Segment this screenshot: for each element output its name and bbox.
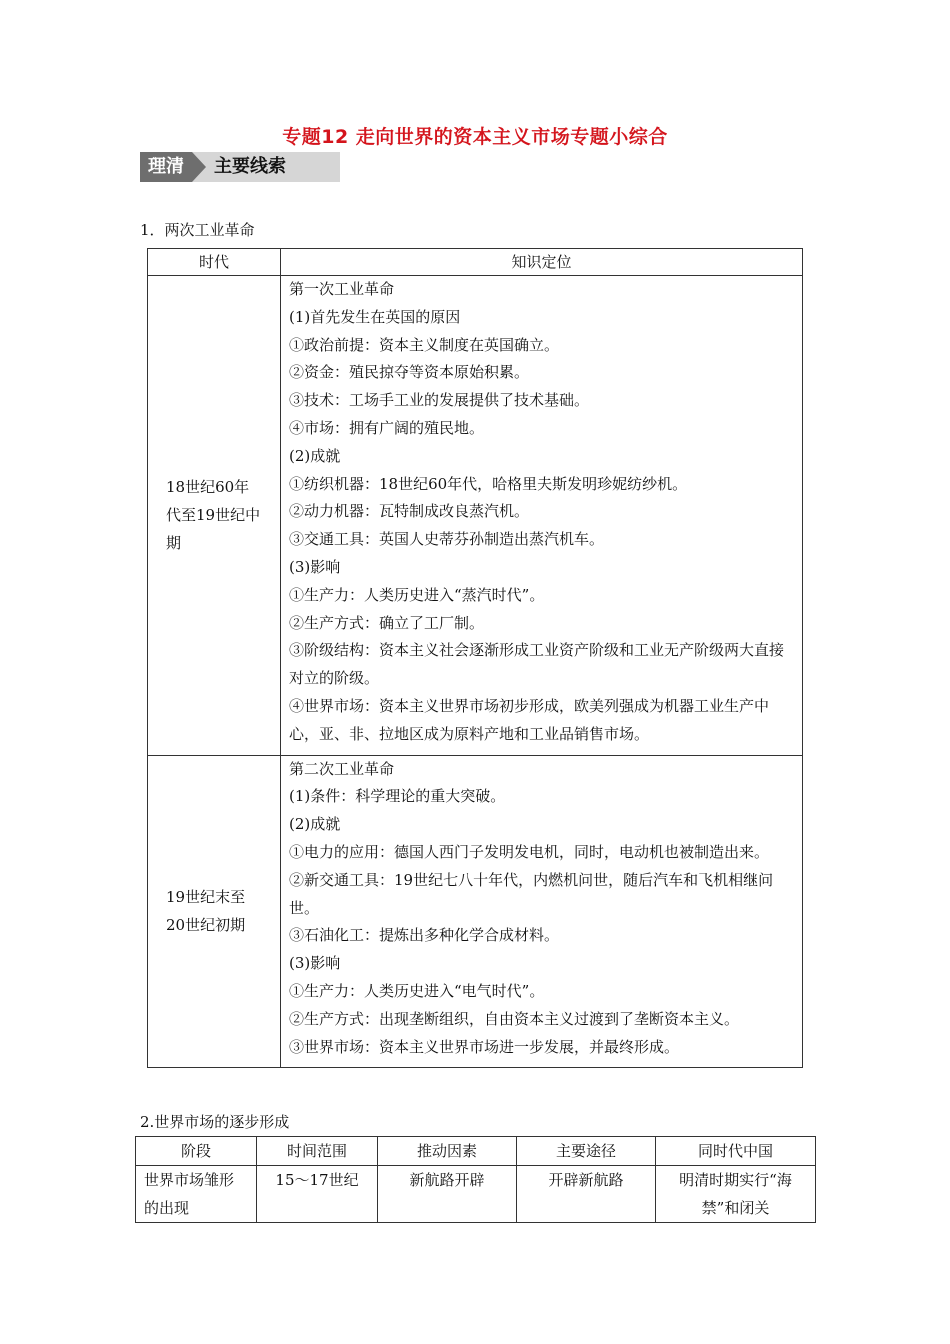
- content-line: ②资金：殖民掠夺等资本原始积累。: [289, 363, 530, 382]
- header-factor: 推动因素: [378, 1137, 517, 1166]
- content-line: ④市场：拥有广阔的殖民地。: [289, 418, 485, 437]
- content-line: ②生产方式：确立了工厂制。: [289, 613, 485, 632]
- time-cell: 15～17世纪: [257, 1166, 378, 1223]
- content-line: ③石油化工：提炼出多种化学合成材料。: [289, 926, 560, 945]
- page-title: 专题12 走向世界的资本主义市场专题小综合: [282, 126, 668, 148]
- content-line: (3)影响: [289, 954, 341, 973]
- content-line: ①政治前提：资本主义制度在英国确立。: [289, 335, 560, 354]
- table-row: [148, 276, 803, 756]
- content-line: ①生产力：人类历史进入“电气时代”。: [289, 981, 545, 1000]
- banner-tag: 理清: [140, 152, 192, 182]
- stage-cell: 世界市场雏形的出现: [136, 1166, 257, 1223]
- table-row: [148, 755, 803, 1068]
- section2-heading: 2.世界市场的逐步形成: [140, 1113, 290, 1131]
- content-line: ②生产方式：出现垄断组织，自由资本主义过渡到了垄断资本主义。: [289, 1009, 740, 1028]
- era-text: 18世纪60年代至19世纪中期: [166, 478, 261, 553]
- table-row: [136, 1166, 816, 1223]
- content-line: (2)成就: [289, 446, 341, 465]
- content-line: ③阶级结构：资本主义社会逐渐形成工业资产阶级和工业无产阶级两大直接对立的阶级。: [289, 641, 785, 688]
- header-era: 时代: [148, 249, 281, 276]
- content-line: ①生产力：人类历史进入“蒸汽时代”。: [289, 585, 545, 604]
- content-cell: [281, 755, 803, 1068]
- era-cell: [148, 276, 281, 756]
- header-route: 主要途径: [517, 1137, 656, 1166]
- header-time: 时间范围: [257, 1137, 378, 1166]
- content-line: ③交通工具：英国人史蒂芬孙制造出蒸汽机车。: [289, 530, 605, 549]
- content-line: ④世界市场：资本主义世界市场初步形成，欧美列强成为机器工业生产中心，亚、非、拉地区成为原料产地和工业品销售市场。: [289, 696, 770, 743]
- content-line: 第一次工业革命: [289, 280, 395, 298]
- table-header-row: [136, 1137, 816, 1166]
- section1-heading: 1．两次工业革命: [140, 221, 255, 239]
- era-cell: [148, 755, 281, 1068]
- header-knowledge: 知识定位: [281, 249, 803, 276]
- content-line: ③技术：工场手工业的发展提供了技术基础。: [289, 391, 590, 410]
- banner-arrow-icon: [192, 152, 206, 182]
- content-line: ②新交通工具：19世纪七八十年代，内燃机问世，随后汽车和飞机相继问世。: [289, 870, 774, 917]
- content-line: (3)影响: [289, 557, 341, 576]
- header-stage: 阶段: [136, 1137, 257, 1166]
- route-cell: 开辟新航路: [517, 1166, 656, 1223]
- content-line: ③世界市场：资本主义世界市场进一步发展，并最终形成。: [289, 1037, 680, 1056]
- content-cell: [281, 276, 803, 756]
- content-line: ①纺织机器：18世纪60年代，哈格里夫斯发明珍妮纺纱机。: [289, 474, 688, 493]
- section-banner: [140, 152, 340, 182]
- industrial-revolution-table: [147, 248, 803, 1068]
- content-line: (1)条件：科学理论的重大突破。: [289, 787, 506, 806]
- content-line: 第二次工业革命: [289, 759, 395, 778]
- content-line: ②动力机器：瓦特制成改良蒸汽机。: [289, 502, 530, 521]
- content-line: ①电力的应用：德国人西门子发明发电机，同时，电动机也被制造出来。: [289, 842, 770, 861]
- table-header-row: [148, 249, 803, 276]
- era-text: 19世纪末至20世纪初期: [166, 888, 246, 935]
- header-china: 同时代中国: [656, 1137, 816, 1166]
- banner-label: 主要线索: [192, 152, 340, 182]
- content-line: (1)首先发生在英国的原因: [289, 307, 461, 326]
- factor-cell: 新航路开辟: [378, 1166, 517, 1223]
- china-cell: 明清时期实行“海禁”和闭关: [656, 1166, 816, 1223]
- content-line: (2)成就: [289, 815, 341, 834]
- world-market-table: [135, 1136, 816, 1223]
